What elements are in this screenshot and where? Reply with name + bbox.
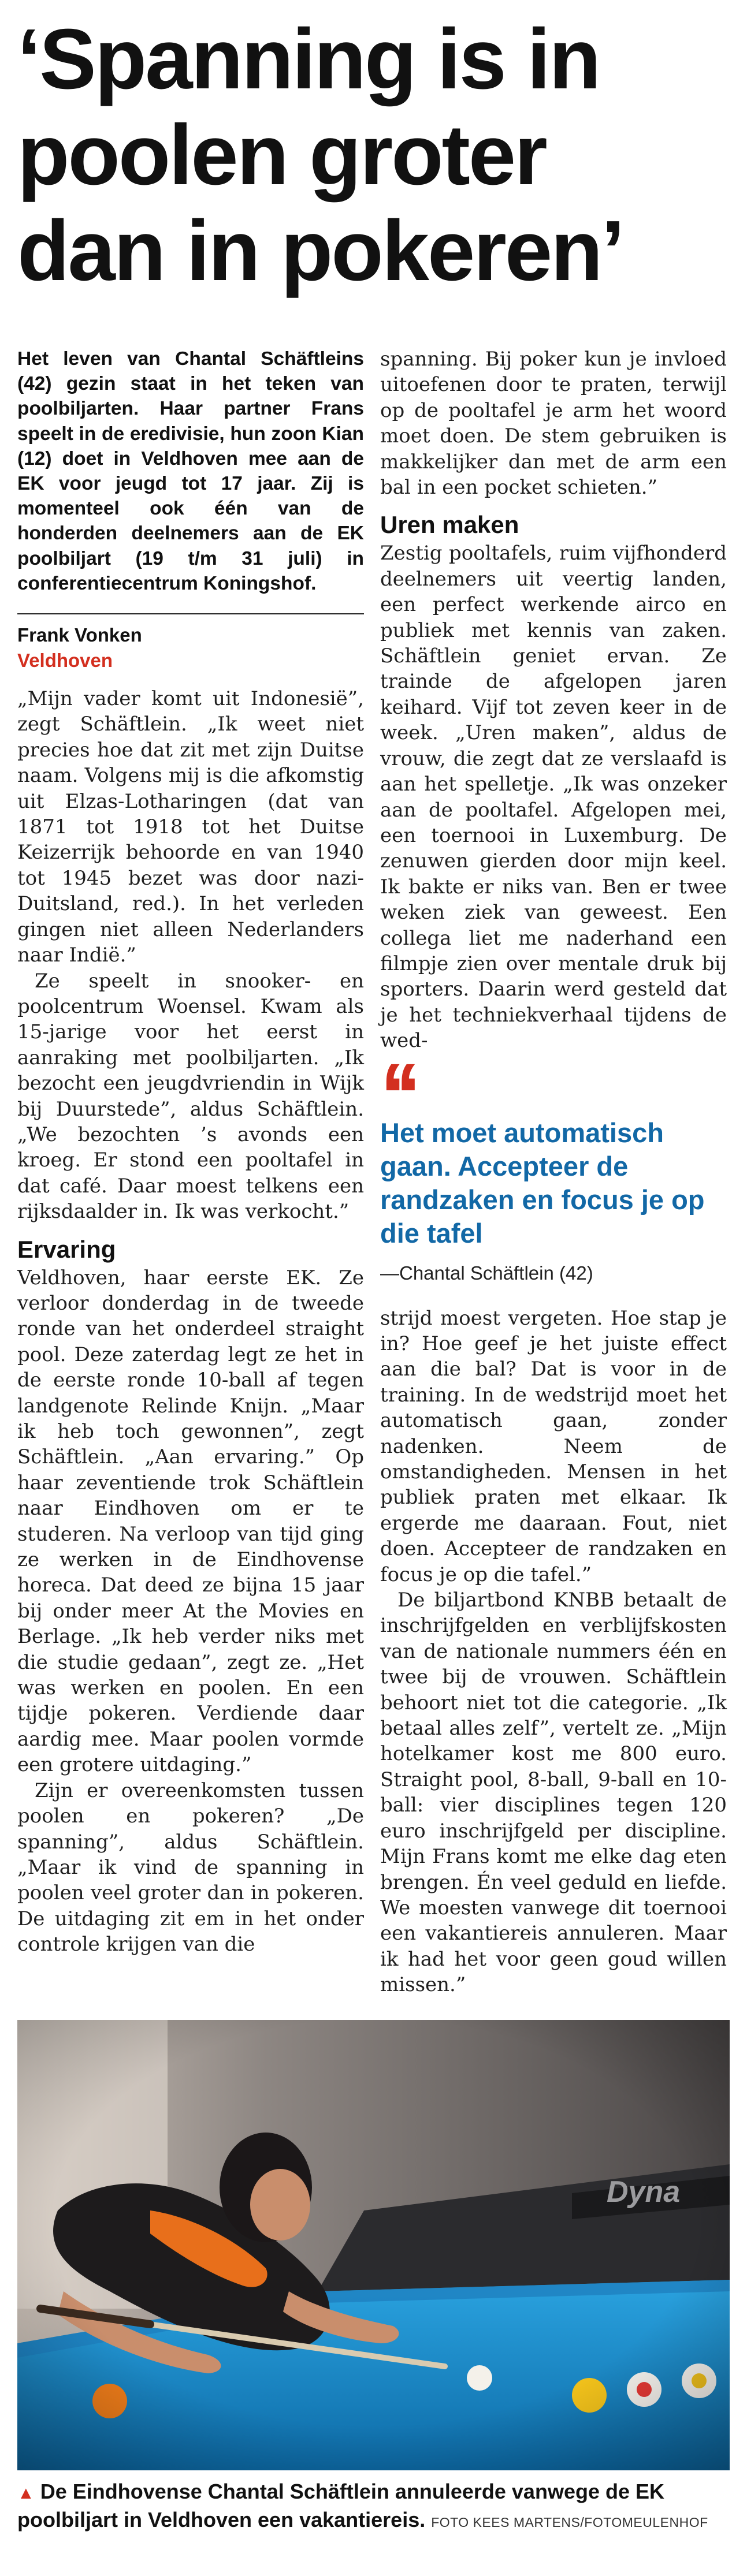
pull-quote-text: Het moet automatisch gaan. Accepteer de randzaken en focus je op die tafel: [380, 1117, 705, 1248]
headline-line-3: dan in pokeren’: [17, 203, 623, 299]
quote-mark-icon: ‘‘: [380, 1043, 414, 1147]
intro-paragraph: Het leven van Chantal Schäftleins (42) gezin staat in het teken van poolbiljarten. Haar partner Frans speelt in de eredivisie, hun zoon Kian (12) doet in Veldhoven mee aan de EK voor jeugd tot 17 jaar. Zij is momenteel ook één van de honderden deelnemers aan de EK poolbiljart (19 t/m 31 juli) in conferentiecentrum Koningshof.: [17, 348, 364, 594]
body-paragraph: Veldhoven, haar eerste EK. Ze verloor donderdag in de tweede ronde van het onderdeel straight pool. Deze zaterdag legt ze het in de eerste ronde 10-ball af tegen landgenote Relinde Knijn. „Maar ik heb toch gewonnen”, zegt Schäftlein. „Aan ervaring.” Op haar zeventiende trok Schäftlein naar Eindhoven om er te studeren. Na verloop van tijd ging ze werken in de Eindhovense horeca. Dat deed ze bijna 15 jaar bij onder meer At the Movies en Berlage. „Ik heb verder niks met die studie gedaan”, zegt ze. „Het was werken en poolen. En een tijdje pokeren. Verdiende daar aardig mee. Maar poolen vormde een grotere uitdaging.”: [17, 1266, 364, 1777]
headline-line-2: poolen groter: [17, 107, 546, 203]
left-column: [17, 346, 364, 1958]
body-paragraph: „Mijn vader komt uit Indonesië”, zegt Schäftlein. „Ik weet niet precies hoe dat zit met zijn Duitse naam. Volgens mij is die afkomstig uit Elzas-Lotharingen (dat van 1871 tot 1918 tot het Duitse Keizerrijk behoorde en van 1940 tot 1945 bezet was door nazi-Duitsland, red.). In het verleden gingen niet alleen Nederlanders naar Indië.”: [17, 687, 364, 967]
dateline-place: Veldhoven: [17, 650, 113, 672]
right-column: [380, 346, 727, 1998]
body-paragraph: spanning. Bij poker kun je invloed uitoefenen door te praten, terwijl op de pooltafel je arm het woord moet doen. De stem gebruiken is makkelijker dan met de arm een bal in een pocket schieten.”: [380, 348, 727, 499]
body-paragraph: Zijn er overeenkomsten tussen poolen en pokeren? „De spanning”, aldus Schäftlein. „Maar ik vind de spanning in poolen veel groter dan in pokeren. De uitdaging zit em in het onder controle krijgen van die: [17, 1779, 364, 1956]
body-paragraph: Zestig pooltafels, ruim vijfhonderd deelnemers uit veertig landen, een perfect werkende airco en publiek met kennis van zaken. Schäftlein geniet ervan. Ze trainde de afgelopen jaren keihard. Vijf tot zeven keer in de week. „Uren maken”, aldus de vrouw, die zegt dat ze verslaafd is aan het spelletje. „Ik was onzeker aan de pooltafel. Afgelopen mei, een toernooi in Luxemburg. De zenuwen gierden door mijn keel. Ik bakte er niks van. Ben er twee weken ziek van geweest. Een collega liet me naderhand een filmpje zien over mentale druk bij sporters. Daarin werd gesteld dat je het techniekverhaal tijdens de wed-: [380, 542, 727, 1053]
headline-line-1: ‘Spanning is in: [17, 12, 600, 107]
article-photo: [17, 2020, 730, 2470]
body-paragraph: strijd moest vergeten. Hoe stap je in? Hoe geef je het juiste effect aan die bal? Dat is voor in de training. In de wedstrijd moet het automatisch gaan, zonder nadenken. Neem de omstandigheden. Mensen in het publiek praten met elkaar. Ik ergerde me daaraan. Fout, niet doen. Accepteer de randzaken en focus je op die tafel.”: [380, 1306, 727, 1586]
caption-text: De Eindhovense Chantal Schäftlein annuleerde vanwege de EK poolbiljart in Veldhoven een vakantiereis.: [17, 2480, 664, 2532]
photo-credit: FOTO KEES MARTENS/FOTOMEULENHOF: [431, 2515, 708, 2530]
triangle-marker-icon: ▲: [17, 2484, 35, 2503]
pull-quote: [380, 1043, 727, 1286]
pull-quote-attribution: —Chantal Schäftlein (42): [380, 1262, 593, 1284]
author-name: Frank Vonken: [17, 624, 142, 646]
subheading-ervaring: Ervaring: [17, 1235, 116, 1263]
photo-caption: [17, 2478, 731, 2536]
byline: [17, 613, 364, 673]
body-paragraph: Ze speelt in snooker- en poolcentrum Woensel. Kwam als 15-jarige voor het eerst in aanraking met poolbiljarten. „Ik bezocht een jeugdvriendin in Wijk bij Duurstede”, aldus Schäftlein. „We bezochten ’s avonds een kroeg. Er stond een pooltafel in dat café. Daar moest telkens een rijksdaalder in. Ik was verkocht.”: [17, 969, 364, 1224]
body-paragraph: De biljartbond KNBB betaalt de inschrijfgelden en verblijfskosten van de nationale nummers één en twee bij de vrouwen. Schäftlein behoort niet tot die categorie. „Ik betaal alles zelf”, vertelt ze. „Mijn hotelkamer kost me 800 euro. Straight pool, 8-ball, 9-ball en 10-ball: vier disciplines tegen 120 euro inschrijfgeld per discipline. Mijn Frans komt me elke dag eten brengen. Én veel geduld en liefde. We moesten vanwege dit toernooi een vakantiereis annuleren. Maar ik had het voor geen goud willen missen.”: [380, 1589, 727, 1997]
subheading-uren-maken: Uren maken: [380, 511, 519, 539]
headline: [17, 12, 734, 299]
